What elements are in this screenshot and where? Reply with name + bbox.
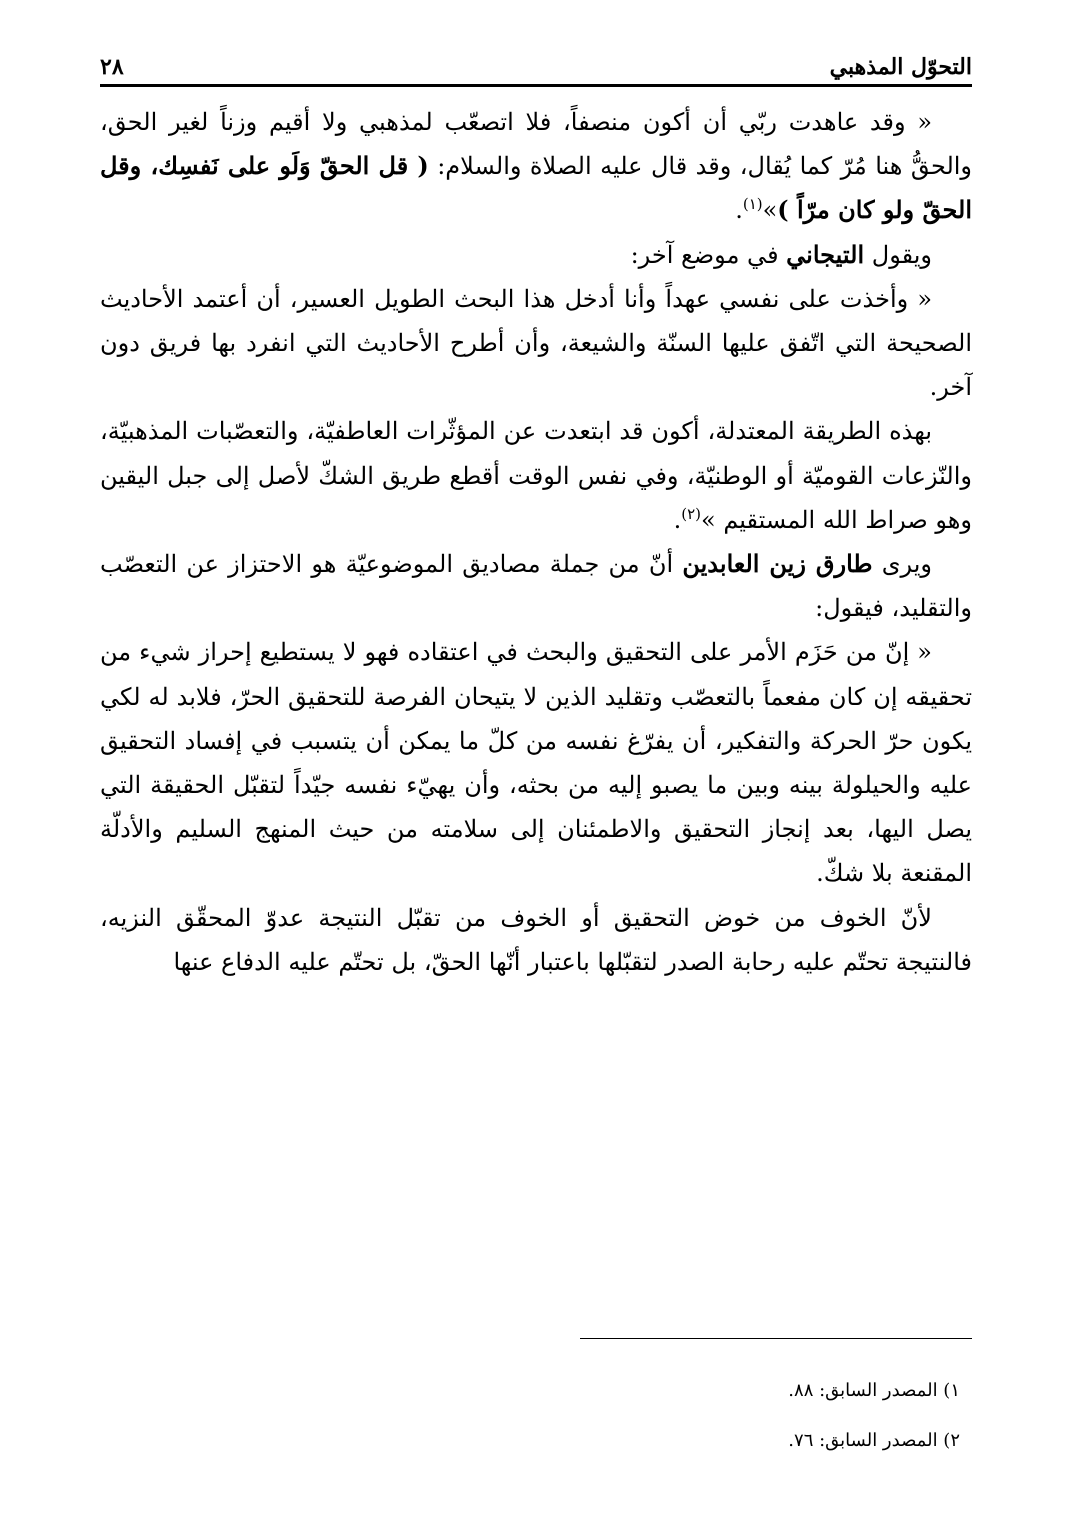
author-name-tijani: التيجاني bbox=[786, 239, 865, 269]
paragraph-4-text: بهذه الطريقة المعتدلة، أكون قد ابتعدت عن المؤثّرات العاطفيّة، والتعصّبات المذهبيّة، والنّزعات القوميّة أو الوطنيّة، وفي نفس الوقت أقطع طريق الشكّ لأصل إلى جبل اليقين وهو صراط الله المستقيم » bbox=[100, 417, 972, 534]
paragraph-6: « إنّ من حَزَم الأمر على التحقيق والبحث في اعتقاده فهو لا يستطيع إحراز شيء من تحقيقه إن كان مفعماً بالتعصّب وتقليد الذين لا يتيحان الفرصة للتحقيق الحرّ، فلابد له لكي يكون حرّ الحركة والتفكير، أن يفرّغ نفسه من كلّ ما يمكن أن يتسبب في إفساد التحقيق عليه والحيلولة بينه وبين ما يصبو إليه من بحثه، وأن يهيّء نفسه جيّداً لتقبّل الحقيقة التي يصل اليها، بعد إنجاز التحقيق والاطمئنان إلى سلامته من حيث المنهج السليم والأدلّة المقنعة بلا شكّ. bbox=[100, 638, 973, 888]
page-header bbox=[100, 40, 972, 80]
header-divider bbox=[100, 84, 972, 87]
paragraph-1-end: . bbox=[735, 196, 743, 225]
footnote-1: ١) المصدر السابق: ٨٨. bbox=[788, 1380, 960, 1401]
footnotes bbox=[560, 1366, 960, 1466]
paragraph-4 bbox=[100, 409, 972, 542]
paragraph-4-end: . bbox=[673, 505, 682, 534]
footnote-ref-1: (١) bbox=[742, 195, 763, 214]
paragraph-2-text: في موضع آخر: bbox=[630, 240, 787, 269]
paragraph-5-start: ويرى bbox=[872, 550, 932, 579]
main-text bbox=[100, 100, 972, 984]
author-name-tariq: طارق زين العابدين bbox=[682, 549, 873, 579]
footnote-divider bbox=[580, 1338, 972, 1339]
paragraph-7: لأنّ الخوف من خوض التحقيق أو الخوف من تقبّل النتيجة عدوّ المحقّق النزيه، فالنتيجة تحتّم عليه رحابة الصدر لتقبّلها باعتبار أنّها الحقّ، بل تحتّم عليه الدفاع عنها bbox=[100, 903, 972, 976]
paragraph-2 bbox=[100, 233, 972, 277]
paragraph-2-start: ويقول bbox=[864, 240, 932, 269]
hadith-quote: ( قل الحقّ وَلَو على نَفسِك، وقل الحقّ ولو كان مرّاً ) bbox=[100, 151, 972, 225]
paragraph-5 bbox=[100, 542, 972, 630]
footnote-2: ٢) المصدر السابق: ٧٦. bbox=[788, 1430, 960, 1451]
paragraph-1-text: « وقد عاهدت ربّي أن أكون منصفاً، فلا اتصعّب لمذهبي ولا أقيم وزناً لغير الحق، والحقُّ هنا مُرّ كما يُقال، وقد قال عليه الصلاة والسلام: bbox=[100, 108, 973, 181]
footnote-ref-2: (٢) bbox=[681, 504, 702, 523]
running-title: التحوّل المذهبي bbox=[829, 54, 972, 80]
paragraph-1 bbox=[100, 100, 972, 233]
paragraph-3: « وأخذت على نفسي عهداً وأنا أدخل هذا البحث الطويل العسير، أن أعتمد الأحاديث الصحيحة التي اتّفق عليها السنّة والشيعة، وأن أطرح الأحاديث التي انفرد بها فريق دون آخر. bbox=[100, 284, 972, 402]
paragraph-5-text: أنّ من جملة مصاديق الموضوعيّة هو الاحتزاز عن التعصّب والتقليد، فيقول: bbox=[100, 550, 972, 623]
quote-close: » bbox=[762, 196, 778, 225]
page-number: ٢٨ bbox=[100, 54, 124, 80]
